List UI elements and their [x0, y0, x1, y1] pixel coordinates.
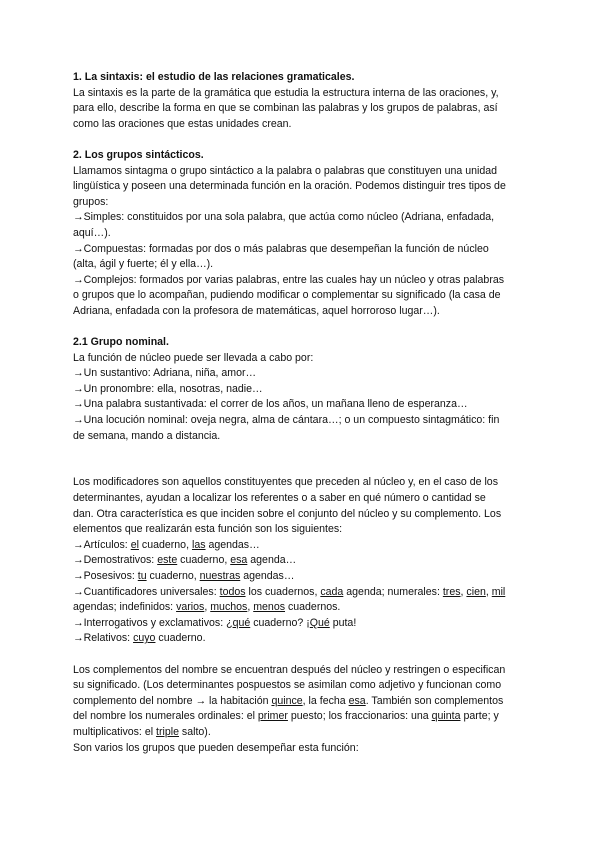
paragraph-gap — [73, 460, 529, 476]
underlined-example: muchos — [210, 601, 248, 614]
section-2-line: Adriana, enfadada con la profesora de matemáticas, aquel horroroso lugar…). — [73, 304, 440, 317]
underlined-example: tres — [442, 585, 461, 598]
possessives-item — [73, 569, 529, 585]
articles-item — [73, 538, 529, 554]
complements-line — [73, 709, 529, 725]
item-text: →Demostrativos: — [73, 554, 158, 567]
underlined-example: todos — [219, 585, 246, 598]
underlined-example: este — [157, 554, 178, 567]
underlined-example: esa — [230, 554, 248, 567]
section-2-line: (alta, ágil y fuerte; él y ella…). — [73, 258, 214, 271]
item-text: cuaderno, — [177, 554, 231, 567]
section-1-line: La sintaxis es la parte de la gramática que estudia la estructura interna de las oraciones, y, — [73, 86, 499, 99]
underlined-example: menos — [253, 601, 286, 614]
section-2-line: aquí…). — [73, 226, 111, 239]
section-2-line: →Complejos: formados por varias palabras, entre las cuales hay un núcleo y otras palabras — [73, 273, 505, 286]
underlined-example: nuestras — [199, 570, 241, 582]
section-1-line: como las oraciones que estas unidades crean. — [73, 117, 292, 130]
item-text: cuaderno? ¡ — [250, 616, 310, 629]
section-1-heading: 1. La sintaxis: el estudio de las relaciones gramaticales. — [73, 71, 355, 83]
item-text: cuaderno. — [155, 632, 206, 645]
underlined-example: las — [191, 538, 206, 551]
item-text: complemento del nombre → la habitación — [73, 694, 272, 707]
underlined-example: triple — [156, 725, 179, 738]
document-page — [73, 70, 529, 756]
underlined-example: Qué — [309, 616, 330, 629]
item-text: , — [247, 601, 254, 614]
section-2-line: →Compuestas: formadas por dos o más palabras que desempeñan la función de núcleo — [73, 242, 489, 255]
section-2-1-line: La función de núcleo puede ser llevada a cabo por: — [73, 351, 314, 364]
section-2-1-line: →Un sustantivo: Adriana, niña, amor… — [73, 367, 257, 380]
item-text: agendas… — [205, 538, 260, 551]
paragraph-gap — [73, 320, 529, 336]
underlined-example: quince — [271, 694, 303, 707]
item-text: agenda; numerales: — [343, 585, 443, 598]
modifiers-line: dan. Otra característica es que inciden sobre el conjunto del núcleo y su complemento. Los — [73, 507, 502, 520]
complements-line — [73, 725, 529, 741]
complements-line: su significado. (Los determinantes pospuestos se asimilan como adjetivo y funcionan como — [73, 679, 502, 692]
complements-line: Los complementos del nombre se encuentran después del núcleo y restringen o especifican — [73, 663, 506, 676]
item-text: , la fecha — [302, 694, 349, 707]
item-text: cuadernos. — [285, 601, 341, 614]
item-text: multiplicativos: el — [73, 725, 157, 738]
item-text: →Interrogativos y exclamativos: ¿ — [73, 616, 233, 629]
modifiers-line: Los modificadores son aquellos constituyentes que preceden al núcleo y, en el caso de los — [73, 476, 498, 489]
underlined-example: el — [130, 538, 139, 551]
item-text: →Posesivos: — [73, 570, 138, 582]
item-text: agendas; indefinidos: — [73, 601, 177, 614]
relatives-item — [73, 631, 529, 647]
item-text: agendas… — [240, 570, 295, 582]
item-text: , — [485, 585, 492, 598]
underlined-example: cada — [320, 585, 344, 598]
complements-line: Son varios los grupos que pueden desempeñar esta función: — [73, 741, 359, 754]
modifiers-line: elementos que realizarán esta función son los siguientes: — [73, 523, 343, 536]
modifiers-line: determinantes, ayudan a localizar los referentes o a saber en qué número o cantidad se — [73, 492, 486, 505]
item-text: , — [460, 585, 467, 598]
item-text: agenda… — [247, 554, 297, 567]
section-2-line: lingüística y poseen una determinada función en la oración. Podemos distinguir tres tipos de — [73, 180, 506, 193]
complements-line — [73, 694, 529, 710]
item-text: los cuadernos, — [245, 585, 321, 598]
interrogatives-item — [73, 616, 529, 632]
item-text: del nombre los numerales ordinales: el — [73, 710, 258, 723]
underlined-example: tu — [137, 570, 147, 582]
paragraph-gap — [73, 132, 529, 148]
demonstratives-item — [73, 553, 529, 569]
underlined-example: qué — [232, 616, 251, 629]
underlined-example: mil — [491, 585, 506, 598]
section-2-1-line: →Un pronombre: ella, nosotras, nadie… — [73, 382, 263, 395]
item-text: , — [204, 601, 211, 614]
item-text: →Cuantificadores universales: — [73, 585, 220, 598]
item-text: parte; y — [460, 710, 499, 723]
quantifiers-item — [73, 585, 529, 601]
item-text: puesto; los fraccionarios: una — [287, 710, 432, 723]
item-text: puta! — [329, 616, 357, 629]
underlined-example: quinta — [431, 710, 461, 723]
item-text: cuaderno, — [138, 538, 192, 551]
item-text: cuaderno, — [146, 570, 200, 582]
item-text: →Artículos: — [73, 538, 131, 551]
paragraph-gap — [73, 444, 529, 460]
underlined-example: cuyo — [133, 632, 156, 645]
section-2-heading: 2. Los grupos sintácticos. — [73, 148, 204, 161]
underlined-example: primer — [257, 710, 288, 723]
section-1-line: para ello, describe la forma en que se combinan las palabras y los grupos de palabras, así — [73, 102, 498, 115]
underlined-example: cien — [466, 585, 486, 598]
section-2-line: o grupos que lo acompañan, pudiendo modificar o complementar su significado (la casa de — [73, 289, 501, 302]
item-text: . También son complementos — [365, 694, 504, 707]
item-text: →Relativos: — [73, 632, 134, 645]
section-2-1-heading: 2.1 Grupo nominal. — [73, 336, 169, 349]
section-2-line: →Simples: constituidos por una sola palabra, que actúa como núcleo (Adriana, enfadada, — [73, 211, 495, 224]
underlined-example: varios — [176, 601, 205, 614]
paragraph-gap — [73, 647, 529, 663]
item-text: salto). — [178, 725, 211, 738]
section-2-1-line: de semana, mando a distancia. — [73, 429, 221, 442]
section-2-line: Llamamos sintagma o grupo sintáctico a la palabra o palabras que constituyen una unidad — [73, 164, 498, 177]
underlined-example: esa — [348, 694, 366, 707]
quantifiers-item-continued — [73, 600, 529, 616]
section-2-line: grupos: — [73, 195, 109, 208]
section-2-1-line: →Una locución nominal: oveja negra, alma de cántara…; o un compuesto sintagmático: fin — [73, 414, 500, 427]
section-2-1-line: →Una palabra sustantivada: el correr de los años, un mañana lleno de esperanza… — [73, 398, 468, 411]
